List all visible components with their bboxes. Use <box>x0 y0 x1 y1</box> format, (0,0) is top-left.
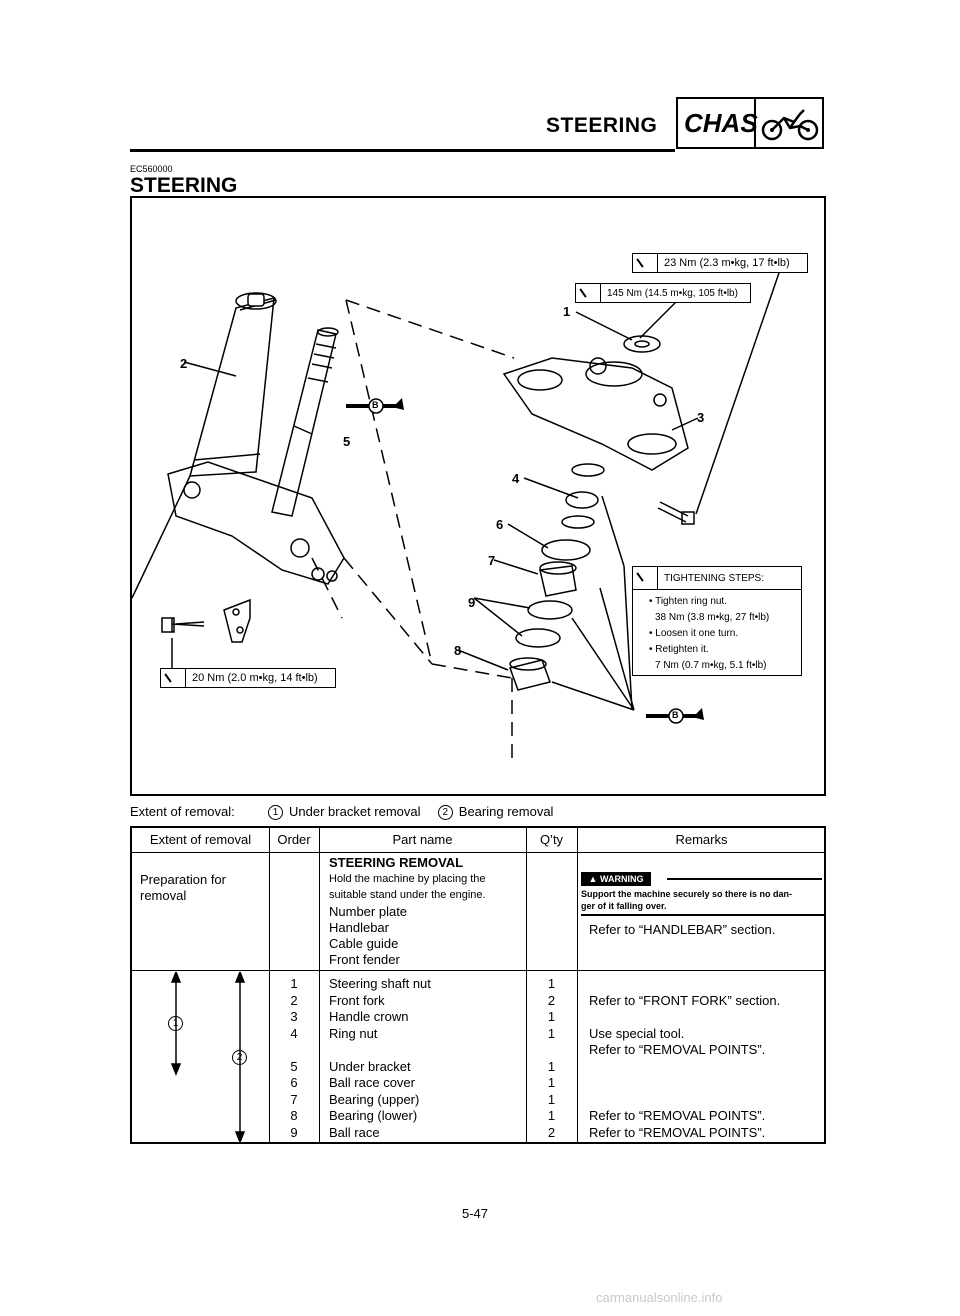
row-remark: Refer to “REMOVAL POINTS”. <box>589 1042 766 1057</box>
ball-race-drawing <box>528 601 572 619</box>
grease-label-lower: B <box>672 710 679 720</box>
row-qty: 2 <box>547 1124 556 1140</box>
prep-heading: STEERING REMOVAL <box>329 855 464 870</box>
row-part-name: Bearing (lower) <box>329 1108 418 1123</box>
tightening-title: TIGHTENING STEPS: <box>664 572 765 584</box>
callout-7: 7 <box>488 553 496 568</box>
pinch-bolt-drawing <box>172 618 204 632</box>
removal-table <box>130 826 826 1144</box>
row-remark: Use special tool. <box>589 1025 685 1041</box>
col-header-order: Order <box>277 832 311 847</box>
prep-part-cable-guide: Cable guide <box>329 936 399 951</box>
row-part-name: Bearing (upper) <box>329 1091 420 1107</box>
callout-8: 8 <box>454 643 462 658</box>
torque-box-under-bracket: 20 Nm (2.0 m•kg, 14 ft•lb) <box>160 668 336 688</box>
warning-badge: ▲ WARNING <box>581 872 651 886</box>
tightening-step: • Retighten it. <box>649 644 709 655</box>
remark-handlebar: Refer to “HANDLEBAR” section. <box>589 922 776 937</box>
row-order: 2 <box>290 992 298 1008</box>
front-fork-drawing <box>190 298 274 476</box>
header-rule <box>130 149 675 152</box>
col-header-remarks: Remarks <box>675 832 728 847</box>
under-bracket-drawing <box>168 462 344 584</box>
row-remark: Refer to “FRONT FORK” section. <box>589 992 781 1008</box>
row-order: 8 <box>290 1108 298 1123</box>
row-order: 4 <box>290 1025 298 1041</box>
extent-item-1: Under bracket removal <box>289 804 421 819</box>
extent-of-removal-line <box>130 804 553 820</box>
tightening-step: • Loosen it one turn. <box>649 628 739 639</box>
extent-label: Extent of removal: <box>130 804 235 819</box>
bearing-lower-drawing <box>510 660 550 690</box>
extent-marker-1: 1 <box>268 805 283 820</box>
prep-note-line2: suitable stand under the engine. <box>329 889 486 901</box>
row-qty: 1 <box>547 1091 556 1107</box>
row-qty: 1 <box>547 1108 556 1123</box>
prep-part-front-fender: Front fender <box>329 952 400 967</box>
torque-box-steering-nut: 145 Nm (14.5 m•kg, 105 ft•lb) <box>575 283 751 303</box>
tightening-step: 38 Nm (3.8 m•kg, 27 ft•lb) <box>655 612 770 623</box>
col-header-extent: Extent of removal <box>149 832 252 847</box>
callout-5: 5 <box>343 434 351 449</box>
callout-9: 9 <box>468 595 476 610</box>
prep-note-line1: Hold the machine by placing the <box>329 873 486 885</box>
torque-wrench-icon <box>161 669 186 687</box>
torque-wrench-icon <box>633 567 658 589</box>
row-qty: 1 <box>547 976 556 991</box>
prep-part-handlebar: Handlebar <box>329 920 389 935</box>
callout-2: 2 <box>180 356 188 371</box>
extent-table-marker-2: 2 <box>232 1050 247 1065</box>
callout-4: 4 <box>512 471 520 486</box>
bearing-upper-drawing <box>540 566 576 596</box>
extent-item-2: Bearing removal <box>458 804 554 819</box>
row-qty: 1 <box>547 1058 556 1074</box>
warning-icon: ▲ <box>588 874 598 884</box>
watermark: carmanualsonline.info <box>596 1290 723 1305</box>
extent-marker-2: 2 <box>438 805 453 820</box>
row-part-name: Handle crown <box>329 1009 409 1024</box>
grease-label-upper: B <box>372 400 379 410</box>
motorcycle-icon <box>760 104 820 144</box>
page-title: STEERING <box>130 174 238 197</box>
ball-race-cover-drawing <box>542 540 590 560</box>
row-order: 1 <box>290 976 298 991</box>
warning-text: Support the machine securely so there is no dan- ger of it falling over. <box>581 889 793 911</box>
row-remark: Refer to “REMOVAL POINTS”. <box>589 1124 766 1140</box>
row-part-name: Ball race <box>329 1124 380 1140</box>
row-order: 6 <box>290 1075 298 1090</box>
row-part-name: Front fork <box>329 992 385 1008</box>
torque-wrench-icon <box>576 284 601 302</box>
header-section-title: STEERING <box>546 114 658 137</box>
prep-extent-line1: Preparation for <box>140 872 226 887</box>
callout-3: 3 <box>697 410 705 425</box>
section-code: EC560000 <box>130 164 173 174</box>
prep-extent-line2: removal <box>140 888 187 903</box>
row-order: 9 <box>290 1124 298 1140</box>
tightening-step: • Tighten ring nut. <box>649 596 727 607</box>
torque-box-crown-bolt: 23 Nm (2.3 m•kg, 17 ft•lb) <box>632 253 808 273</box>
col-header-qty: Q’ty <box>539 832 564 847</box>
tightening-steps-box <box>632 566 802 676</box>
row-part-name: Steering shaft nut <box>329 976 431 991</box>
row-qty: 1 <box>547 1075 556 1090</box>
row-part-name: Ball race cover <box>329 1075 415 1090</box>
callout-1: 1 <box>563 304 571 319</box>
ring-nut-drawing <box>566 492 598 508</box>
tightening-step: 7 Nm (0.7 m•kg, 5.1 ft•lb) <box>655 660 767 671</box>
row-order: 7 <box>290 1091 298 1107</box>
page-number: 5-47 <box>462 1206 489 1221</box>
chapter-tab-label: CHAS <box>684 108 758 138</box>
col-header-part-name: Part name <box>392 832 453 847</box>
callout-6: 6 <box>496 517 504 532</box>
torque-wrench-icon <box>633 254 658 272</box>
row-qty: 2 <box>547 992 556 1008</box>
row-part-name: Ring nut <box>329 1025 378 1041</box>
prep-part-number-plate: Number plate <box>329 904 408 919</box>
row-qty: 1 <box>547 1025 556 1041</box>
row-qty: 1 <box>547 1009 556 1024</box>
extent-table-marker-1: 1 <box>168 1016 183 1031</box>
row-order: 3 <box>290 1009 298 1024</box>
row-part-name: Under bracket <box>329 1058 411 1074</box>
row-order: 5 <box>290 1058 298 1074</box>
row-remark: Refer to “REMOVAL POINTS”. <box>589 1108 766 1123</box>
